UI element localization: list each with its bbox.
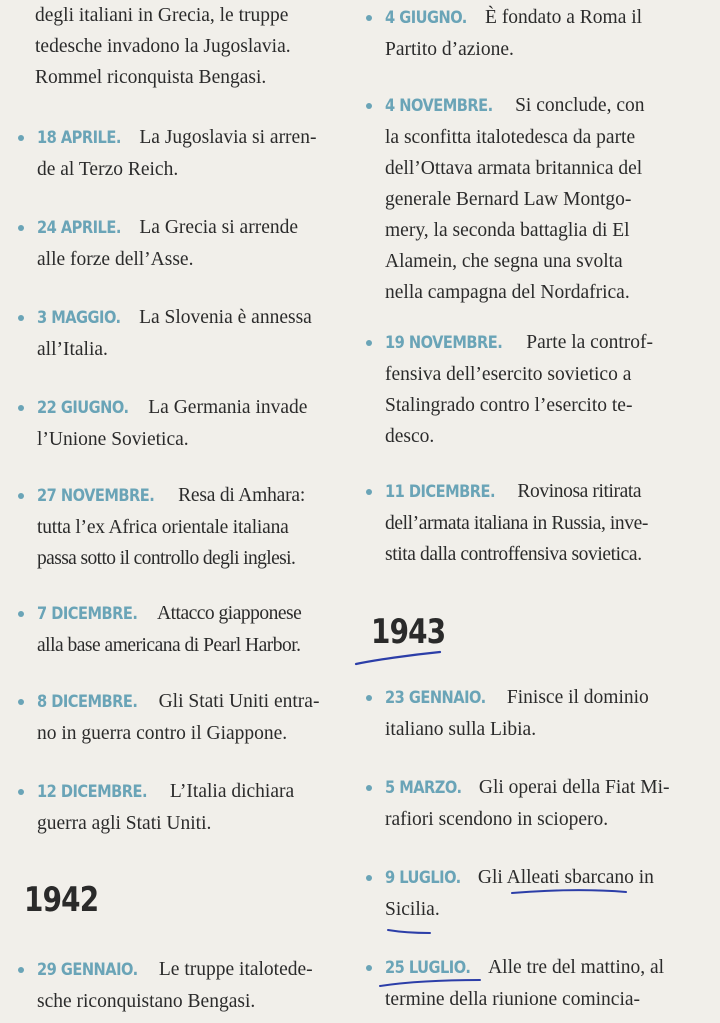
bullet-dot (18, 315, 24, 321)
entry-text: Gli operai della Fiat Mi- (478, 777, 670, 798)
timeline-entry (385, 772, 669, 835)
entry-text: fensiva dell’esercito sovietico a (385, 364, 632, 385)
bullet-dot (18, 135, 24, 141)
timeline-entry (37, 776, 294, 839)
entry-text: Stalingrado contro l’esercito te- (385, 395, 633, 416)
entry-text: Sicilia. (385, 899, 440, 920)
entry-date: 4 GIUGNO. (385, 8, 467, 28)
entry-text: Resa di Amhara: (178, 485, 306, 506)
bullet-dot (18, 611, 24, 617)
entry-text: Parte la controf- (526, 332, 653, 353)
bullet-dot (18, 225, 24, 231)
entry-date: 4 NOVEMBRE. (385, 96, 493, 116)
entry-text: La Grecia si arrende (139, 217, 298, 238)
bullet-dot (366, 965, 372, 971)
timeline-entry (385, 327, 653, 452)
year-heading: 1942 (24, 880, 99, 920)
entry-text: Le truppe italotede- (158, 959, 313, 980)
entry-text: alle forze dell’Asse. (37, 249, 194, 270)
entry-text: italiano sulla Libia. (385, 719, 537, 740)
bullet-dot (366, 785, 372, 791)
timeline-entry (37, 302, 312, 365)
entry-text: Rovinosa ritirata (517, 481, 642, 502)
entry-date: 18 APRILE. (37, 128, 121, 148)
pen-underline-sicilia (388, 930, 430, 933)
timeline-entry (37, 598, 301, 661)
bullet-dot (18, 789, 24, 795)
entry-text: all’Italia. (37, 339, 108, 360)
timeline-entry (385, 862, 654, 925)
entry-date: 24 APRILE. (37, 218, 121, 238)
bullet-dot (366, 103, 372, 109)
entry-date: 3 MAGGIO. (37, 308, 121, 328)
entry-text: termine della riunione comincia- (385, 989, 641, 1010)
entry-text: La Jugoslavia si arren- (139, 127, 317, 148)
entry-text: La Slovenia è annessa (139, 307, 312, 328)
timeline-entry (385, 682, 649, 745)
entry-text: Finisce il dominio (506, 687, 649, 708)
text-line: Rommel riconquista Bengasi. (35, 67, 267, 88)
entry-text: desco. (385, 426, 435, 447)
entry-date: 23 GENNAIO. (385, 688, 486, 708)
bullet-dot (18, 699, 24, 705)
bullet-dot (18, 493, 24, 499)
entry-text: Gli Stati Uniti entra- (158, 691, 320, 712)
entry-text: dell’armata italiana in Russia, inve- (385, 513, 648, 534)
bullet-dot (366, 489, 372, 495)
entry-date: 12 DICEMBRE. (37, 782, 148, 802)
entry-text: de al Terzo Reich. (37, 159, 179, 180)
timeline-entry (385, 2, 642, 65)
timeline-entry (385, 476, 648, 570)
entry-text: La Germania invade (148, 397, 308, 418)
entry-text: sche riconquistano Bengasi. (37, 991, 256, 1012)
entry-text: no in guerra contro il Giappone. (37, 723, 288, 744)
entry-text: rafiori scendono in sciopero. (385, 809, 609, 830)
entry-text: L’Italia dichiara (169, 781, 295, 802)
entry-text: passa sotto il controllo degli inglesi. (37, 548, 296, 569)
entry-text: la sconfitta italotedesca da parte (385, 127, 636, 148)
entry-text: generale Bernard Law Montgo- (385, 189, 632, 210)
text-line: tedesche invadono la Jugoslavia. (35, 36, 291, 57)
entry-text: tutta l’ex Africa orientale italiana (37, 517, 289, 538)
entry-date: 27 NOVEMBRE. (37, 486, 155, 506)
entry-date: 25 LUGLIO. (385, 958, 471, 978)
timeline-entry (37, 212, 298, 275)
bullet-dot (366, 695, 372, 701)
entry-text: Partito d’azione. (385, 39, 514, 60)
text-line: degli italiani in Grecia, le truppe (35, 5, 289, 26)
year-heading: 1943 (371, 612, 446, 652)
timeline-entry (37, 122, 316, 185)
entry-date: 7 DICEMBRE. (37, 604, 138, 624)
timeline-entry (385, 90, 645, 308)
entry-text: Alle tre del mattino, al (488, 957, 665, 978)
timeline-entry (385, 952, 664, 1015)
bullet-dot (366, 875, 372, 881)
bullet-dot (18, 967, 24, 973)
entry-text: dell’Ottava armata britannica del (385, 158, 643, 179)
bullet-dot (366, 15, 372, 21)
pen-underline-1943 (356, 652, 440, 664)
entry-date: 29 GENNAIO. (37, 960, 138, 980)
entry-date: 9 LUGLIO. (385, 868, 461, 888)
entry-text: alla base americana di Pearl Harbor. (37, 635, 301, 656)
timeline-entry (37, 954, 313, 1017)
entry-text: Alamein, che segna una svolta (385, 251, 623, 272)
entry-text: Gli Alleati sbarcano in (477, 867, 654, 888)
entry-text: È fondato a Roma il (485, 7, 643, 28)
intro-paragraph (35, 0, 291, 93)
timeline-entry (37, 480, 305, 574)
entry-text: guerra agli Stati Uniti. (37, 813, 212, 834)
entry-date: 22 GIUGNO. (37, 398, 129, 418)
entry-text: Si conclude, con (515, 95, 645, 116)
entry-date: 19 NOVEMBRE. (385, 333, 503, 353)
entry-date: 11 DICEMBRE. (385, 482, 496, 502)
entry-text: l’Unione Sovietica. (37, 429, 189, 450)
entry-date: 5 MARZO. (385, 778, 462, 798)
timeline-entry (37, 686, 319, 749)
timeline-entry (37, 392, 307, 455)
bullet-dot (18, 405, 24, 411)
entry-text: nella campagna del Nordafrica. (385, 282, 630, 303)
entry-date: 8 DICEMBRE. (37, 692, 138, 712)
entry-text: mery, la seconda battaglia di El (385, 220, 630, 241)
entry-text: stita dalla controffensiva sovietica. (385, 544, 642, 565)
bullet-dot (366, 340, 372, 346)
entry-text: Attacco giapponese (157, 603, 302, 624)
